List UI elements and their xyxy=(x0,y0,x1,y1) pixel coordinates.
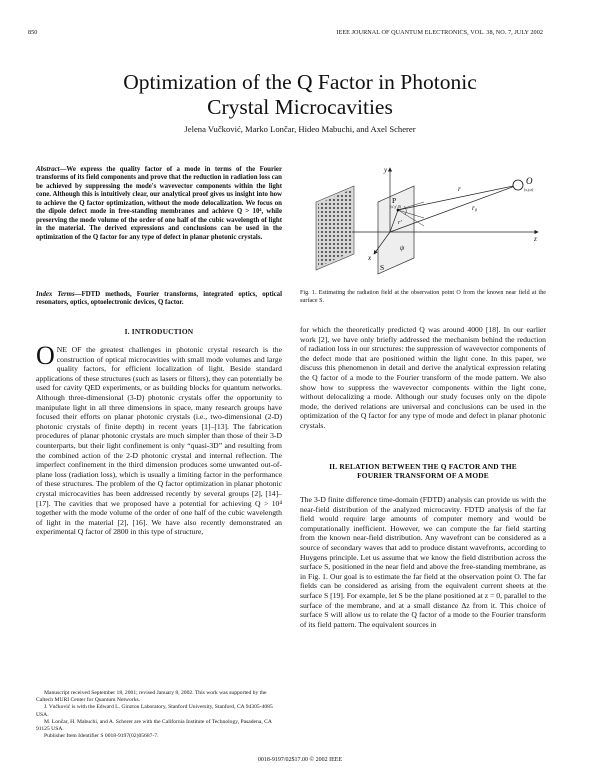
label-r-prime: r' xyxy=(398,220,402,226)
index-terms-lead: Index Terms— xyxy=(36,291,82,298)
observation-point-o xyxy=(513,180,523,190)
introduction-body: NE OF the greatest challenges in photonic crystal research is the construction of optical microcavities with small mode volumes and large quality factors, for efficient localization of light. Beside standard applications of these structures (such as lasers or filters), they can potentially be used for cavity QED experiments, or as building blocks for quantum networks. Although three-dimensional (3-D) photonic crystals offer the opportunity to manipulate light in all three dimensions in space, many research groups have focused their efforts on planar photonic crystals (i.e., two-dimensional (2-D) photonic crystals of finite depth) in recent years [1]–[13]. The fabrication procedures of planar photonic crystals are much simpler than those of their 3-D counterparts, but their light confinement is only “quasi-3D” and resulting from the combined action of the 2-D photonic crystal and internal reflection. The imperfect confinement in the third dimension produces some unwanted out-of-plane loss (radiation loss), which is usually a limiting factor in the performance of these structures. The problem of the Q factor optimization in planar photonic crystal microcavities has been addressed recently by several groups [2], [14]–[17]. The cavities that we proposed have a potential for achieving Q > 10⁴ together with the mode volume of the order of one half of the cubic wavelength of light in the material [2], [16]. We have also recently demonstrated an experimental Q factor of 2800 in this type of structure, xyxy=(36,345,282,537)
label-p-coords: (x',y',0) xyxy=(390,205,401,209)
label-p: P xyxy=(392,196,397,205)
section-2-heading xyxy=(300,462,546,480)
abstract xyxy=(36,166,282,242)
footnotes xyxy=(36,690,282,740)
abstract-text: We express the quality factor of a mode in terms of the Fourier transforms of its field components and prove that the reduction in radiation loss can be achieved by suppressing the mode's wavevector components within the light cone. Although this is intuitively clear, our analytical proof gives us insight into how to achieve the Q factor optimization, without the mode delocalization. We focus on the dipole defect mode in free-standing membranes and achieve Q > 10⁴, while preserving the mode volume of the order of one half of the cubic wavelength of light in the material. The derived expressions and conclusions can be used in the optimization of the Q factor for any type of defect in planar photonic crystals. xyxy=(36,166,282,241)
footnote-affiliation-1: J. Vučković is with the Edward L. Ginzton Laboratory, Stanford University, Stanford, CA 94305-4085 USA. xyxy=(36,704,273,718)
introduction-continued: for which the theoretically predicted Q was around 4000 [18]. In our earlier work [2], we have only briefly addressed the mechanism behind the reduction of radiation loss in our structures: the suppression of wavevector components of the defect mode that are positioned within the light cone. In this paper, we discuss this phenomenon in detail and derive the analytical expression relating the Q factor of a mode to the Fourier transform of the mode pattern. We also show how to suppress the wavevector components within the light cone, without delocalizing a mode. Although our study focuses only on the dipole mode, the derived relations are universal and conclusions can be used in the optimization of the Q factor for any type of mode and defect in planar photonic crystals. xyxy=(300,325,546,430)
label-r: r xyxy=(458,185,461,193)
section-2-text: The 3-D finite difference time-domain (FDTD) analysis can provide us with the near-field distribution of the analyzed microcavity. FDTD analysis of the far field would require large amounts of computer memory and would be computationally inefficient. However, we can compute the far field starting from the known near-field distribution. Any wavefront can be considered as a source of secondary waves that add to produce distant wavefronts, according to Huygens principle. Let us assume that we know the field distribution across the surface S, positioned in the near field and above the free-standing membrane, as in Fig. 1. Our goal is to estimate the far field at the observation point O. The far fields can be considered as arising from the equivalent current sheets at the surface S [19]. For example, let S be the plane positioned at z = 0, parallel to the surface of the membrane, and at a small distance Δz from it. This choice of surface S will allow us to relate the Q factor of a mode to the Fourier transform of its field pattern. The equivalent sources in xyxy=(300,495,546,629)
paper-title xyxy=(0,70,600,120)
journal-header: IEEE JOURNAL OF QUANTUM ELECTRONICS, VOL. 38, NO. 7, JULY 2002 xyxy=(336,29,543,36)
label-s: S xyxy=(380,263,385,272)
label-y: y xyxy=(384,166,388,174)
label-z: z xyxy=(534,235,537,243)
section-2-heading-line-1: II. RELATION BETWEEN THE Q FACTOR AND THE xyxy=(329,462,517,471)
copyright-footer: 0018-9197/02$17.00 © 2002 IEEE xyxy=(257,757,343,763)
label-o-coords: (x,y,z) xyxy=(524,188,534,192)
footnote-affiliation-2: M. Lončar, H. Mabuchi, and A. Scherer are with the California Institute of Technology, Pasadena, CA 91125 USA. xyxy=(36,718,272,733)
figure-1-diagram xyxy=(312,162,548,284)
section-2-heading-line-2: FOURIER TRANSFORM OF A MODE xyxy=(357,471,489,481)
figure-1-caption: Fig. 1. Estimating the radiation field at the observation point O from the known near field at the surface S. xyxy=(300,290,546,304)
title-line-2: Crystal Microcavities xyxy=(207,95,393,120)
point-p xyxy=(397,209,400,212)
label-r0: r₀ xyxy=(472,204,478,212)
footnote-identifier: Publisher Item Identifier S 0018-9197(02)05687-7. xyxy=(44,733,159,740)
title-line-1: Optimization of the Q Factor in Photonic xyxy=(123,70,477,95)
label-psi: ψ xyxy=(400,244,405,252)
page-number: 850 xyxy=(28,29,38,36)
label-o: O xyxy=(526,176,533,186)
photonic-crystal-membrane xyxy=(316,186,354,270)
index-terms-text: FDTD methods, Fourier transforms, integrated optics, optical resonators, optics, optoelectronic devices, Q factor. xyxy=(36,291,282,307)
section-1-heading: I. INTRODUCTION xyxy=(124,327,194,336)
abstract-lead: Abstract— xyxy=(36,166,67,173)
index-terms xyxy=(36,291,282,308)
footnote-manuscript: Manuscript received September 18, 2001; revised January 8, 2002. This work was supported by the Caltech MURI Center for Quantum Networks. xyxy=(36,690,267,704)
drop-cap: O xyxy=(36,341,55,370)
introduction-text xyxy=(36,341,282,537)
author-list: Jelena Vučković, Marko Lončar, Hideo Mabuchi, and Axel Scherer xyxy=(184,124,416,134)
label-x: x xyxy=(368,254,372,262)
